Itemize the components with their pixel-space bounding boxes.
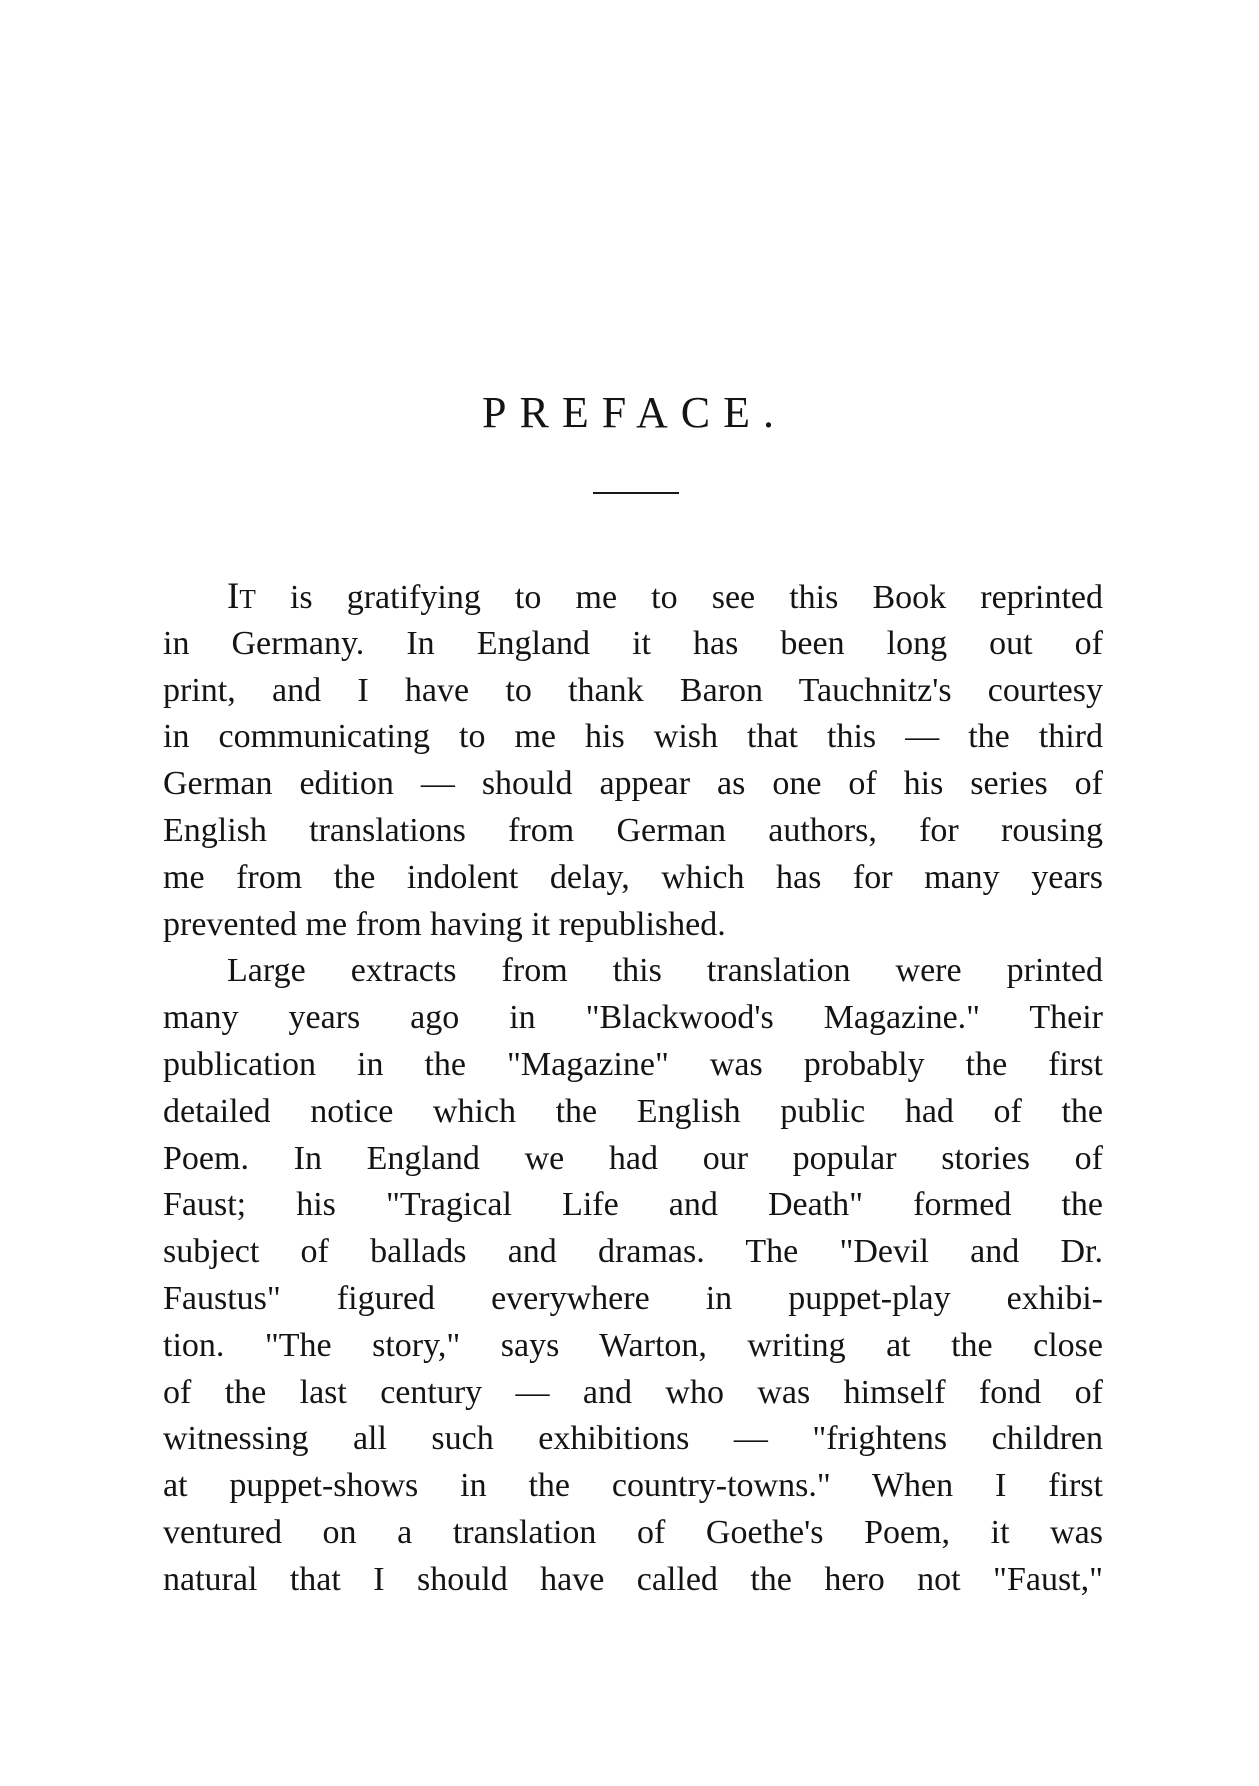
text-line: tion. "The story," says Warton, writing at the close bbox=[163, 1326, 1103, 1364]
text-line: in Germany. In England it has been long out of bbox=[163, 624, 1103, 662]
text-line: ventured on a translation of Goethe's Poem, it was bbox=[163, 1513, 1103, 1551]
text-line: detailed notice which the English public had of the bbox=[163, 1092, 1103, 1130]
title-rule bbox=[593, 492, 679, 494]
text-line: natural that I should have called the hero not "Faust," bbox=[163, 1560, 1103, 1598]
text-line: German edition — should appear as one of his series of bbox=[163, 765, 1103, 803]
text-line: prevented me from having it republished. bbox=[163, 905, 726, 943]
text-line: many years ago in "Blackwood's Magazine." Their bbox=[163, 999, 1103, 1037]
page-title: PREFACE. bbox=[482, 388, 787, 438]
preface-text bbox=[163, 574, 1103, 1604]
text-line: print, and I have to thank Baron Tauchnitz's courtesy bbox=[163, 671, 1103, 709]
text-line: me from the indolent delay, which has for many years bbox=[163, 858, 1103, 896]
text-line: of the last century — and who was himself fond of bbox=[163, 1373, 1103, 1411]
text-line: publication in the "Magazine" was probably the first bbox=[163, 1045, 1103, 1083]
opening-small-cap: T bbox=[239, 584, 256, 614]
text-line: Large extracts from this translation were printed bbox=[227, 952, 1103, 990]
text-line: subject of ballads and dramas. The "Devil and Dr. bbox=[163, 1233, 1103, 1271]
text-line: Poem. In England we had our popular stories of bbox=[163, 1139, 1103, 1177]
opening-capital: I bbox=[227, 576, 240, 617]
text-line bbox=[163, 574, 1103, 621]
text-line: English translations from German authors, for rousing bbox=[163, 811, 1103, 849]
text-line: at puppet-shows in the country-towns." When I first bbox=[163, 1467, 1103, 1505]
text-line: Faustus" figured everywhere in puppet-play exhibi- bbox=[163, 1279, 1103, 1317]
text-line: Faust; his "Tragical Life and Death" formed the bbox=[163, 1186, 1103, 1224]
text-line: witnessing all such exhibitions — "frightens children bbox=[163, 1420, 1103, 1458]
text-line-content: is gratifying to me to see this Book reprinted bbox=[255, 579, 1103, 616]
text-line: in communicating to me his wish that this — the third bbox=[163, 718, 1103, 756]
